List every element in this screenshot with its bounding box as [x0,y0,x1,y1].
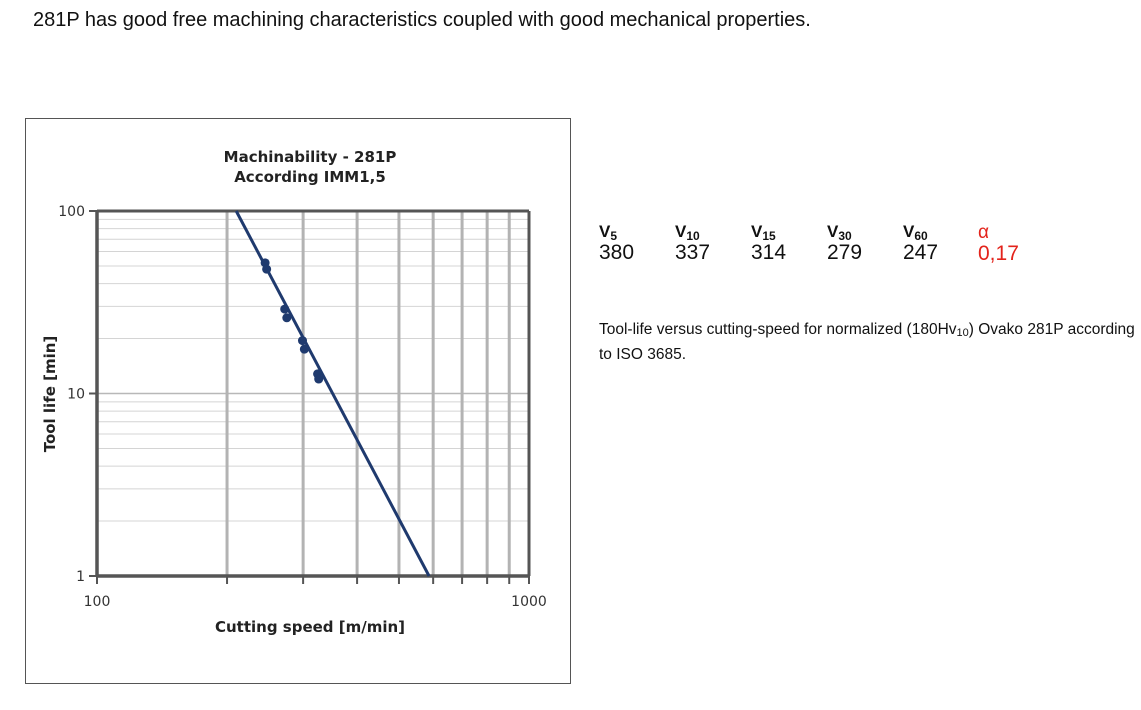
v5-value: 380 [599,241,635,264]
v5-column [599,222,669,265]
v30-label: $V_{30}$ [827,222,852,243]
x-axis-label: Cutting speed [m/min] [214,618,406,636]
v60-label: $V_{60}$ [903,222,928,243]
chart-caption [599,319,1139,365]
v60-column [903,222,973,265]
v10-column [675,222,745,265]
y-tick-label: 100 [58,204,85,220]
v15-value: 314 [751,241,787,264]
data-point [298,336,307,345]
v10-label: $V_{10}$ [675,222,700,243]
alpha-column [978,222,1048,266]
data-point [300,345,309,354]
v15-column [751,222,821,265]
chart-panel [25,118,571,684]
v15-label: $V_{15}$ [751,222,776,243]
v10-value: 337 [675,241,711,264]
intro-text: 281P has good free machining characteristics coupled with good mechanical properties. [33,9,811,31]
v30-value: 279 [827,241,863,264]
data-point [262,265,271,274]
v60-value: 247 [903,241,939,264]
data-point [314,375,323,384]
v5-label: $V_5$ [599,222,618,243]
y-tick-label: 10 [67,386,85,403]
alpha-label: α [978,222,989,243]
caption-text-end: ) Ovako 281P according to ISO 3685. [599,321,1135,363]
grid-layer [97,211,529,576]
caption-text-start: Tool-life versus cutting-speed for normalized (180Hv [599,321,957,338]
data-point [282,313,291,322]
chart-title: Machinability - 281P [223,148,397,166]
v30-column [827,222,897,265]
chart-subtitle: According IMM1,5 [234,168,386,186]
x-tick-label: 1000 [511,594,547,610]
x-tick-label: 100 [83,594,111,610]
alpha-value: 0,17 [978,242,1019,265]
y-axis-label: Tool life [min] [41,335,59,453]
caption-subscript: 10 [956,327,969,339]
y-tick-label: 1 [76,569,85,585]
machinability-chart [26,119,572,685]
data-point [280,305,289,314]
